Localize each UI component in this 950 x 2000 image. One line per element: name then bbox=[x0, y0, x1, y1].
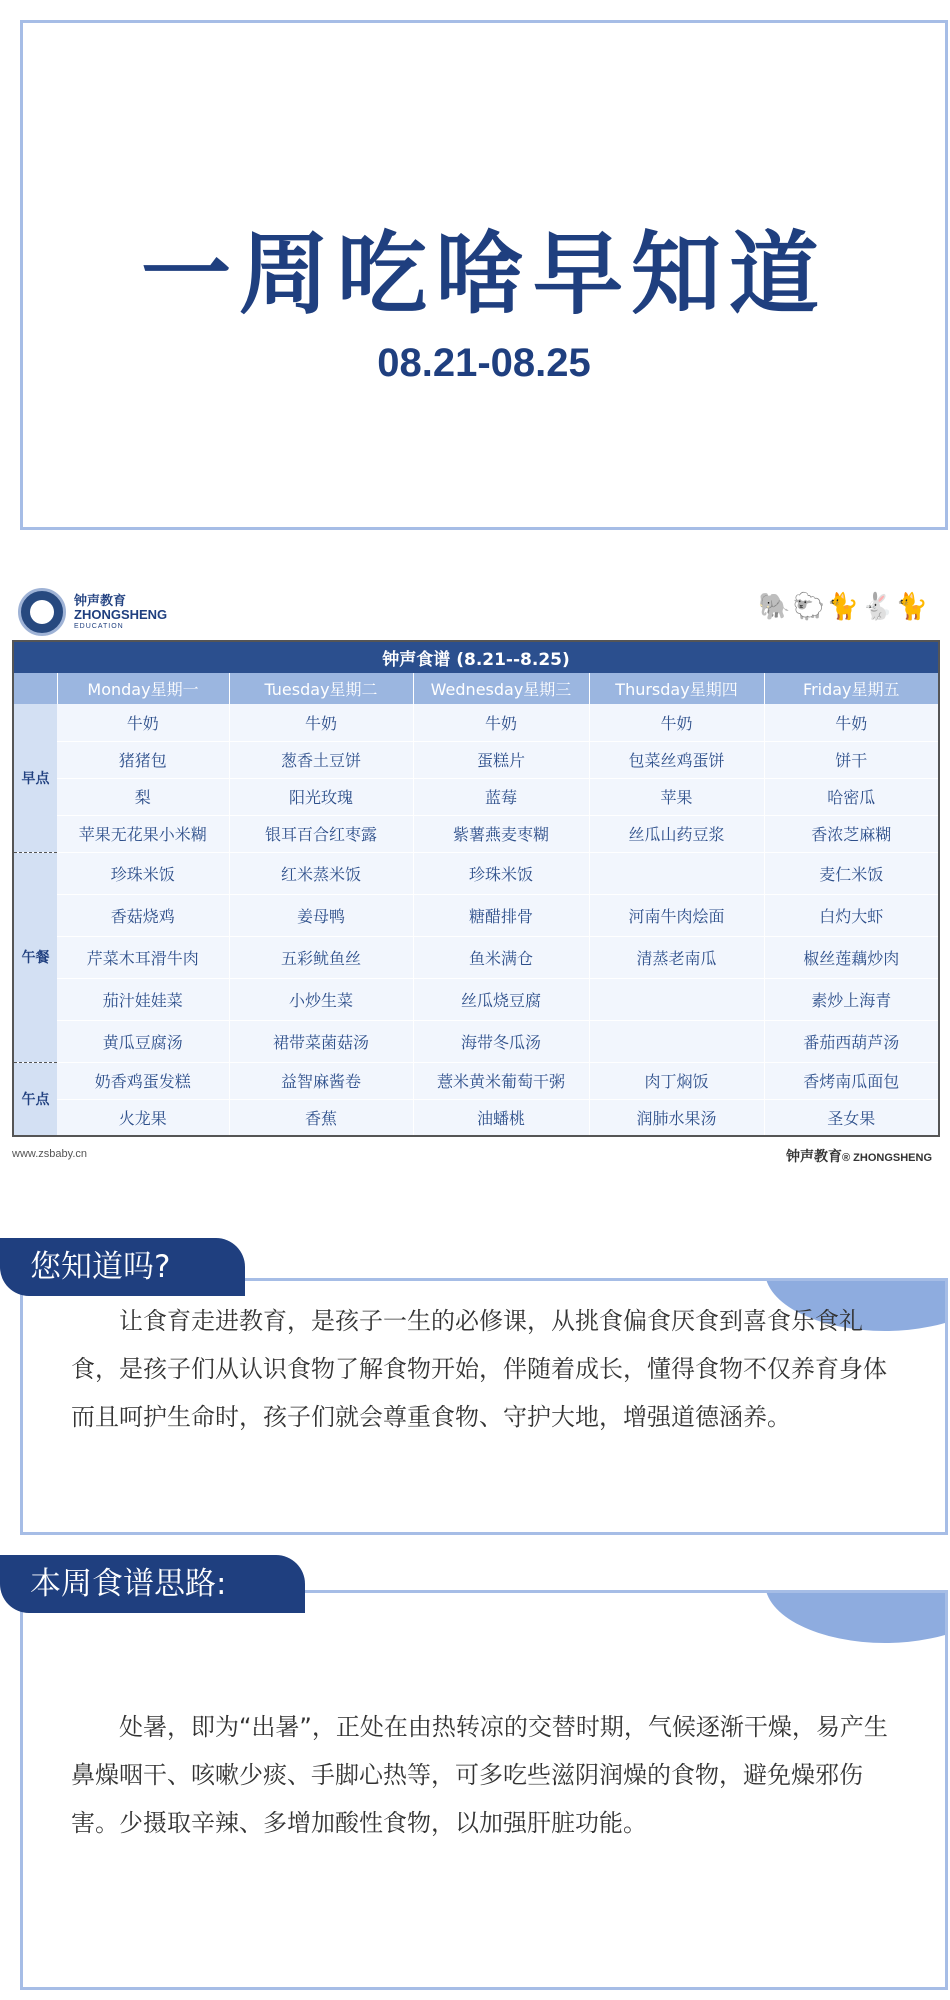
menu-cell bbox=[589, 1020, 764, 1062]
menu-cell: 番茄西葫芦汤 bbox=[764, 1020, 939, 1062]
menu-table bbox=[12, 640, 940, 1137]
table-row bbox=[13, 894, 939, 936]
menu-cell: 河南牛肉烩面 bbox=[589, 894, 764, 936]
menu-cell: 海带冬瓜汤 bbox=[413, 1020, 589, 1062]
table-row bbox=[13, 1062, 939, 1099]
menu-cell: 饼干 bbox=[764, 741, 939, 778]
menu-cell bbox=[589, 978, 764, 1020]
table-row bbox=[13, 852, 939, 894]
menu-cell: 红米蒸米饭 bbox=[229, 852, 413, 894]
page-title: 一周吃啥早知道 bbox=[141, 222, 827, 327]
menu-cell: 清蒸老南瓜 bbox=[589, 936, 764, 978]
menu-image bbox=[12, 582, 938, 1182]
did-you-know-card bbox=[20, 1278, 948, 1535]
menu-cell: 鱼米满仓 bbox=[413, 936, 589, 978]
day-header: Thursday星期四 bbox=[589, 673, 764, 704]
footer-brand bbox=[786, 1146, 932, 1166]
menu-cell: 珍珠米饭 bbox=[413, 852, 589, 894]
corner-decoration bbox=[765, 1590, 948, 1643]
meal-label: 早点 bbox=[13, 704, 57, 852]
menu-cell: 圣女果 bbox=[764, 1099, 939, 1136]
day-header: Tuesday星期二 bbox=[229, 673, 413, 704]
table-row bbox=[13, 1020, 939, 1062]
table-row bbox=[13, 978, 939, 1020]
menu-cell: 火龙果 bbox=[57, 1099, 229, 1136]
menu-cell: 椒丝莲藕炒肉 bbox=[764, 936, 939, 978]
table-row bbox=[13, 1099, 939, 1136]
menu-idea-text: 处暑，即为“出暑”，正处在由热转凉的交替时期，气候逐渐干燥，易产生鼻燥咽干、咳嗽少痰、手脚心热等，可多吃些滋阴润燥的食物，避免燥邪伤害。少摄取辛辣、多增加酸性食物，以加强肝脏功能。 bbox=[71, 1713, 888, 1837]
menu-cell: 丝瓜烧豆腐 bbox=[413, 978, 589, 1020]
menu-cell bbox=[589, 852, 764, 894]
menu-cell: 茄汁娃娃菜 bbox=[57, 978, 229, 1020]
menu-cell: 糖醋排骨 bbox=[413, 894, 589, 936]
menu-cell: 哈密瓜 bbox=[764, 778, 939, 815]
website-url: www.zsbaby.cn bbox=[12, 1148, 87, 1160]
brand-name-cn: 钟声教育 bbox=[74, 594, 127, 609]
menu-cell: 葱香土豆饼 bbox=[229, 741, 413, 778]
footer-brand-en: ® ZHONGSHENG bbox=[842, 1152, 932, 1164]
menu-cell: 丝瓜山药豆浆 bbox=[589, 815, 764, 852]
menu-cell: 牛奶 bbox=[57, 704, 229, 741]
corner-cell bbox=[13, 673, 57, 704]
menu-cell: 肉丁焖饭 bbox=[589, 1062, 764, 1099]
menu-cell: 小炒生菜 bbox=[229, 978, 413, 1020]
menu-cell: 苹果 bbox=[589, 778, 764, 815]
meal-label: 午餐 bbox=[13, 852, 57, 1062]
did-you-know-text: 让食育走进教育，是孩子一生的必修课，从挑食偏食厌食到喜食乐食礼食，是孩子们从认识食物了解食物开始，伴随着成长，懂得食物不仅养育身体而且呵护生命时，孩子们就会尊重食物、守护大地，增强道德涵养。 bbox=[71, 1307, 887, 1431]
menu-cell: 阳光玫瑰 bbox=[229, 778, 413, 815]
menu-cell: 素炒上海青 bbox=[764, 978, 939, 1020]
menu-cell: 益智麻酱卷 bbox=[229, 1062, 413, 1099]
menu-cell: 紫薯燕麦枣糊 bbox=[413, 815, 589, 852]
menu-cell: 包菜丝鸡蛋饼 bbox=[589, 741, 764, 778]
menu-cell: 裙带菜菌菇汤 bbox=[229, 1020, 413, 1062]
menu-cell: 珍珠米饭 bbox=[57, 852, 229, 894]
menu-cell: 梨 bbox=[57, 778, 229, 815]
did-you-know-tag: 您知道吗? bbox=[0, 1238, 245, 1296]
menu-idea-card bbox=[20, 1590, 948, 1990]
menu-cell: 牛奶 bbox=[413, 704, 589, 741]
table-row bbox=[13, 704, 939, 741]
menu-cell: 麦仁米饭 bbox=[764, 852, 939, 894]
menu-cell: 黄瓜豆腐汤 bbox=[57, 1020, 229, 1062]
day-header-row bbox=[13, 673, 939, 704]
menu-cell: 蓝莓 bbox=[413, 778, 589, 815]
animals-decoration-icon: 🐘🐑🐈🐇🐈 bbox=[758, 592, 930, 622]
menu-cell: 润肺水果汤 bbox=[589, 1099, 764, 1136]
table-row bbox=[13, 741, 939, 778]
menu-cell: 牛奶 bbox=[229, 704, 413, 741]
menu-cell: 奶香鸡蛋发糕 bbox=[57, 1062, 229, 1099]
menu-cell: 香蕉 bbox=[229, 1099, 413, 1136]
menu-cell: 香烤南瓜面包 bbox=[764, 1062, 939, 1099]
menu-caption: 钟声食谱 (8.21--8.25) bbox=[13, 641, 939, 673]
brand-name-en: ZHONGSHENG bbox=[74, 607, 168, 622]
menu-cell: 薏米黄米葡萄干粥 bbox=[413, 1062, 589, 1099]
day-header: Wednesday星期三 bbox=[413, 673, 589, 704]
menu-cell: 银耳百合红枣露 bbox=[229, 815, 413, 852]
menu-cell: 牛奶 bbox=[589, 704, 764, 741]
menu-cell: 五彩鱿鱼丝 bbox=[229, 936, 413, 978]
menu-cell: 蛋糕片 bbox=[413, 741, 589, 778]
school-logo-icon bbox=[18, 588, 66, 636]
menu-cell: 姜母鸭 bbox=[229, 894, 413, 936]
brand-row bbox=[12, 582, 938, 640]
menu-cell: 香菇烧鸡 bbox=[57, 894, 229, 936]
menu-idea-tag: 本周食谱思路: bbox=[0, 1555, 305, 1613]
menu-cell: 牛奶 bbox=[764, 704, 939, 741]
meal-label: 午点 bbox=[13, 1062, 57, 1136]
footer-brand-cn: 钟声教育 bbox=[786, 1149, 842, 1165]
brand-name-en-sub: EDUCATION bbox=[74, 623, 124, 630]
menu-cell: 香浓芝麻糊 bbox=[764, 815, 939, 852]
menu-cell: 苹果无花果小米糊 bbox=[57, 815, 229, 852]
menu-cell: 白灼大虾 bbox=[764, 894, 939, 936]
table-row bbox=[13, 815, 939, 852]
day-header: Friday星期五 bbox=[764, 673, 939, 704]
table-row bbox=[13, 936, 939, 978]
day-header: Monday星期一 bbox=[57, 673, 229, 704]
title-card bbox=[20, 20, 948, 530]
menu-cell: 猪猪包 bbox=[57, 741, 229, 778]
date-range: 08.21-08.25 bbox=[377, 341, 591, 385]
table-row bbox=[13, 778, 939, 815]
menu-cell: 芹菜木耳滑牛肉 bbox=[57, 936, 229, 978]
menu-cell: 油蟠桃 bbox=[413, 1099, 589, 1136]
